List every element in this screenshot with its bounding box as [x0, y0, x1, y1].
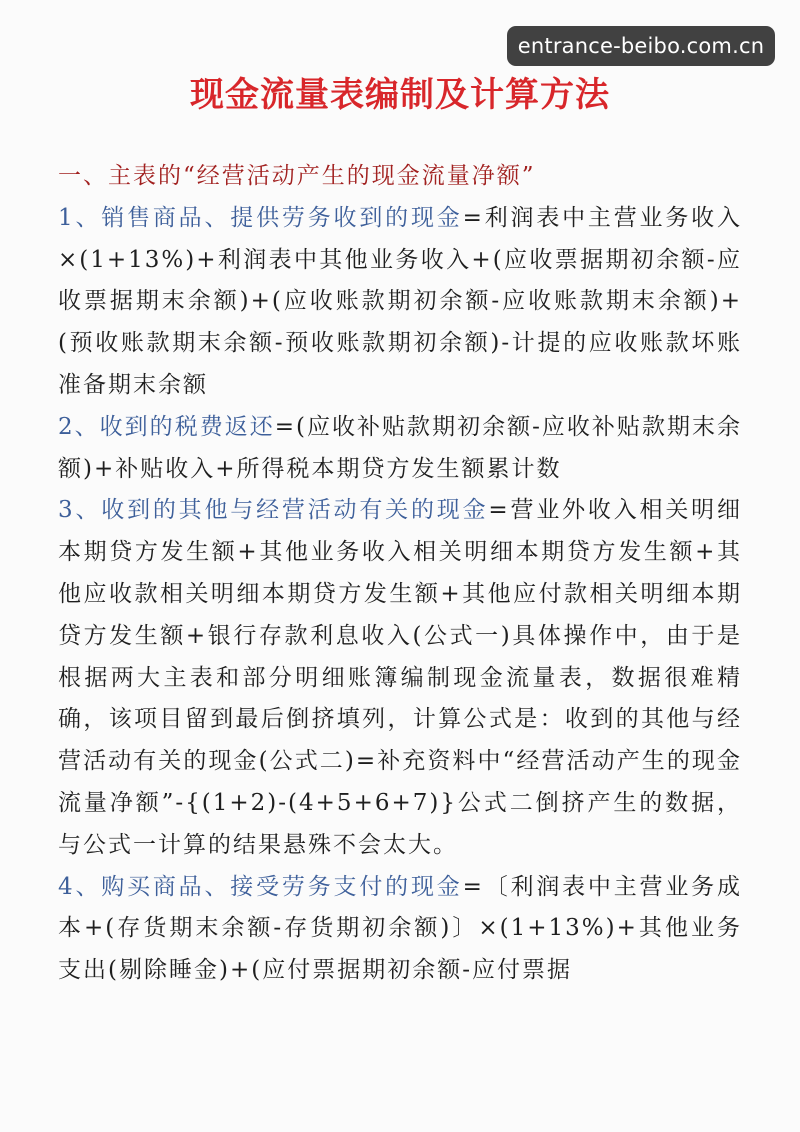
formula-item-4: [58, 867, 742, 992]
formula-label: 3、收到的其他与经营活动有关的现金: [58, 497, 489, 524]
formula-item-3: [58, 490, 742, 866]
formula-label: 1、销售商品、提供劳务收到的现金: [58, 204, 463, 231]
formula-text: =营业外收入相关明细本期贷方发生额+其他业务收入相关明细本期贷方发生额+其他应收款相关明细本期贷方发生额+其他应付款相关明细本期贷方发生额+银行存款利息收入(公式一)具体操作中，由于是根据两大主表和部分明细账簿编制现金流量表，数据很难精确，该项目留到最后倒挤填列，计算公式是：收到的其他与经营活动有关的现金(公式二)=补充资料中“经营活动产生的现金流量净额”-{(1+2)-(4+5+6+7)}公式二倒挤产生的数据，与公式一计算的结果悬殊不会太大。: [58, 497, 742, 858]
formula-text: =利润表中主营业务收入×(1+13%)+利润表中其他业务收入+(应收票据期初余额-应收票据期末余额)+(应收账款期初余额-应收账款期末余额)+(预收账款期末余额-预收账款期初余额)-计提的应收账款坏账准备期末余额: [58, 204, 742, 398]
formula-item-1: [58, 198, 742, 407]
formula-label: 2、收到的税费返还: [58, 413, 275, 440]
formula-text: =(应收补贴款期初余额-应收补贴款期末余额)+补贴收入+所得税本期贷方发生额累计数: [58, 413, 742, 482]
page-title: 现金流量表编制及计算方法: [190, 75, 610, 115]
section-heading: 一、主表的“经营活动产生的现金流量净额”: [58, 163, 536, 189]
formula-text: =〔利润表中主营业务成本+(存货期末余额-存货期初余额)〕×(1+13%)+其他业务支出(剔除睡金)+(应付票据期初余额-应付票据: [58, 873, 742, 984]
watermark-badge: entrance-beibo.com.cn: [507, 26, 775, 66]
formula-item-2: [58, 407, 742, 491]
document-body: [58, 156, 742, 992]
formula-label: 4、购买商品、接受劳务支付的现金: [58, 873, 463, 900]
